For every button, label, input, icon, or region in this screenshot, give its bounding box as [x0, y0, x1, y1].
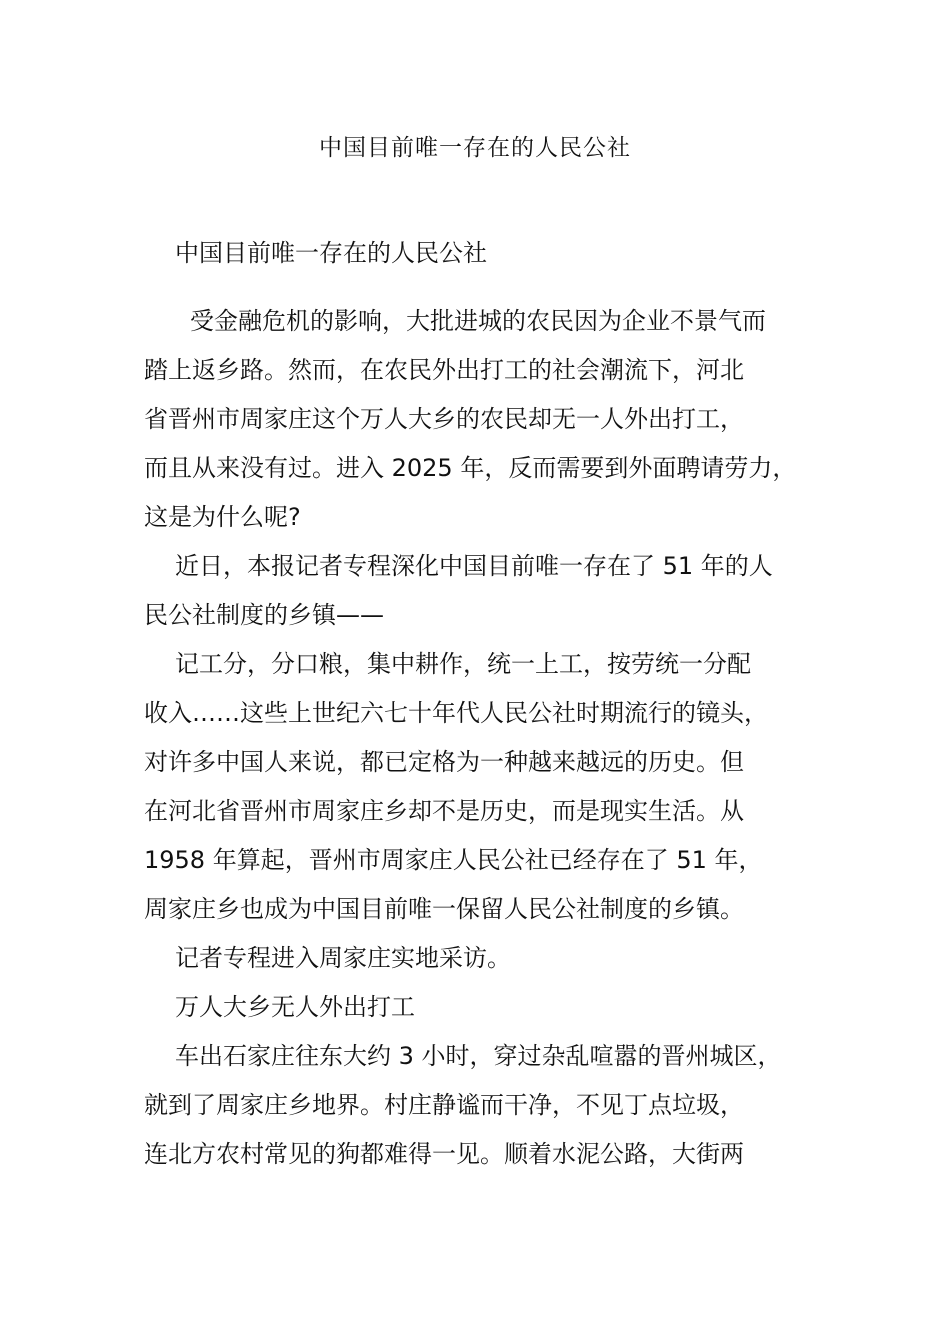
paragraph-line: 省晋州市周家庄这个万人大乡的农民却无一人外出打工， [144, 405, 744, 433]
paragraph-line: 在河北省晋州市周家庄乡却不是历史，而是现实生活。从 [144, 797, 744, 825]
paragraph-line: 对许多中国人来说，都已定格为一种越来越远的历史。但 [144, 748, 744, 776]
paragraph-line: 记工分，分口粮，集中耕作，统一上工，按劳统一分配 [175, 650, 751, 678]
paragraph-line: 就到了周家庄乡地界。村庄静谧而干净，不见丁点垃圾， [144, 1091, 744, 1119]
paragraph-line: 近日，本报记者专程深化中国目前唯一存在了 51 年的人 [175, 552, 773, 580]
paragraph-line: 受金融危机的影响，大批进城的农民因为企业不景气而 [190, 307, 766, 335]
paragraph-line: 连北方农村常见的狗都难得一见。顺着水泥公路，大街两 [144, 1140, 744, 1168]
paragraph-line: 收入……这些上世纪六七十年代人民公社时期流行的镜头， [144, 699, 768, 727]
paragraph-line: 民公社制度的乡镇—— [144, 601, 384, 629]
document-title: 中国目前唯一存在的人民公社 [319, 135, 631, 161]
spacer [144, 278, 816, 297]
section-heading: 中国目前唯一存在的人民公社 [175, 239, 487, 267]
paragraph-line: 周家庄乡也成为中国目前唯一保留人民公社制度的乡镇。 [144, 895, 744, 923]
subheading: 万人大乡无人外出打工 [175, 993, 415, 1021]
paragraph-line: 而且从来没有过。进入 2025 年，反而需要到外面聘请劳力， [144, 454, 797, 482]
paragraph-line: 这是为什么呢? [144, 503, 301, 531]
paragraph-line: 踏上返乡路。然而，在农民外出打工的社会潮流下，河北 [144, 356, 744, 384]
document-body [144, 229, 816, 1179]
paragraph-line: 记者专程进入周家庄实地采访。 [175, 944, 511, 972]
paragraph-line: 车出石家庄往东大约 3 小时，穿过杂乱喧嚣的晋州城区， [175, 1042, 782, 1070]
paragraph-line: 1958 年算起，晋州市周家庄人民公社已经存在了 51 年， [144, 846, 763, 874]
